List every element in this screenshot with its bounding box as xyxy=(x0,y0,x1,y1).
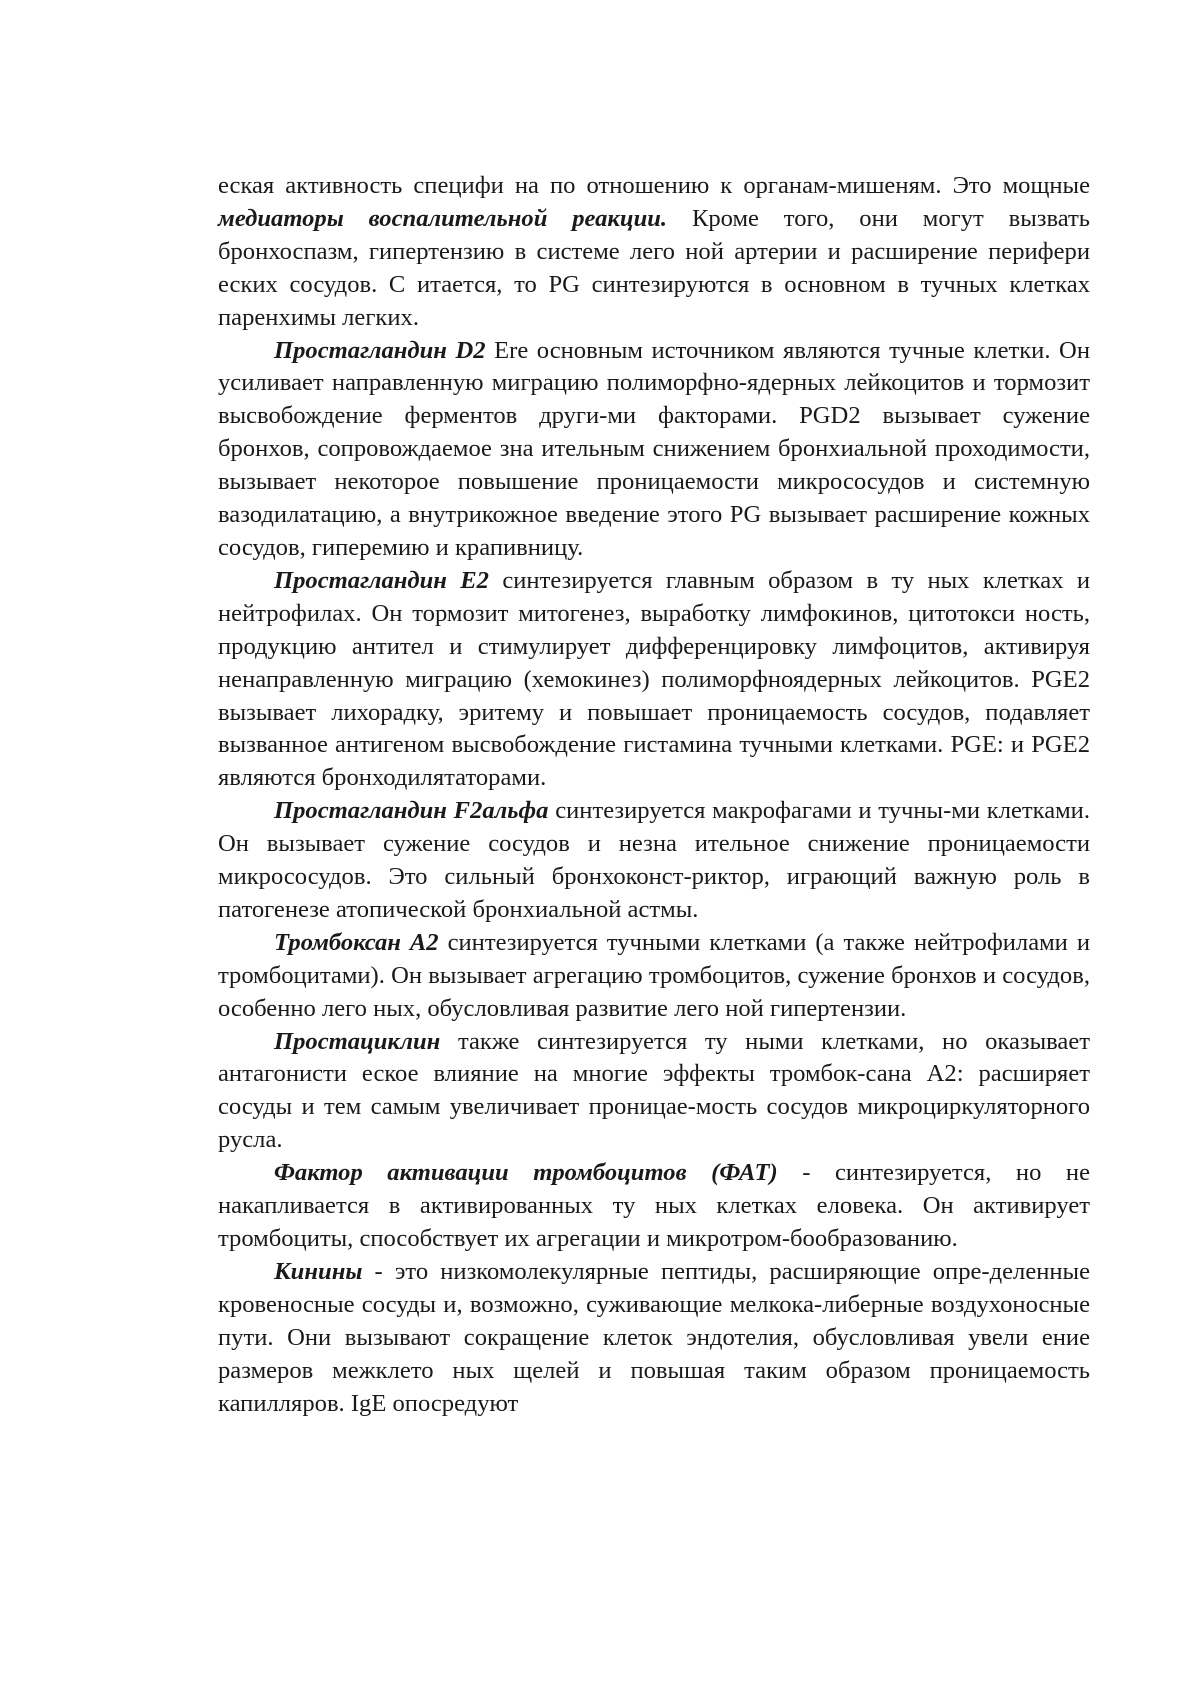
paragraph-emphasis: медиаторы воспалительной реакции. xyxy=(218,204,668,232)
paragraph-term: Простагландин E2 xyxy=(274,566,489,594)
paragraph-term: Кинины xyxy=(274,1257,363,1285)
paragraph-text: синтезируется тучными клетками (а также нейтрофилами и тромбоцитами). Он вызывает агрегацию тромбоцитов, сужение бронхов и сосудов, особенно лего ных, обусловливая развитие лего ной гипертензии. xyxy=(218,928,1090,1022)
paragraph-text: синтезируется главным образом в ту ных клетках и нейтрофилах. Он тормозит митогенез, выработку лимфокинов, цитотокси ность, продукцию антител и стимулирует дифференцировку лимфоцитов, активируя ненаправленную миграцию (хемокинез) полиморфноядерных лейкоцитов. PGE2 вызывает лихорадку, эритему и повышает проницаемость сосудов, подавляет вызванное антигеном высвобождение гистамина тучными клетками. PGE: и PGE2 являются бронходилятаторами. xyxy=(218,566,1090,792)
paragraph-text: Ere основным источником являются тучные клетки. Он усиливает направленную миграцию полиморфно-ядерных лейкоцитов и тормозит высвобождение ферментов други-ми факторами. PGD2 вызывает сужение бронхов, сопровождаемое зна ительным снижением бронхиальной проходимости, вызывает некоторое повышение проницаемости микрососудов и системную вазодилатацию, а внутрикожное введение этого PG вызывает расширение кожных сосудов, гиперемию и крапивницу. xyxy=(218,336,1090,561)
document-page xyxy=(218,170,1090,1420)
paragraph-thromboxane-a2 xyxy=(218,927,1090,1026)
paragraph-kinins xyxy=(218,1256,1090,1421)
paragraph-text: Кроме того, они могут вызвать бронхоспазм, гипертензию в системе лего ной артерии и расширение перифери еских сосудов. С итается, то PG синтезируются в основном в тучных клетках паренхимы легких. xyxy=(218,204,1091,331)
paragraph-term: Простациклин xyxy=(274,1027,441,1055)
paragraph-prostaglandin-f2alpha xyxy=(218,795,1090,927)
paragraph-prostacyclin xyxy=(218,1026,1090,1158)
paragraph-text: синтезируется макрофагами и тучны-ми клетками. Он вызывает сужение сосудов и незна ительное снижение проницаемости микрососудов. Это сильный бронхоконст-риктор, играющий важную роль в патогенезе атопической бронхиальной астмы. xyxy=(218,797,1090,923)
paragraph-term: Фактор активации тромбоцитов (ФАТ) xyxy=(274,1159,778,1187)
paragraph-text: также синтезируется ту ными клетками, но оказывает антагонисти еское влияние на многие эффекты тромбок-сана A2: расширяет сосуды и тем самым увеличивает проницае-мость сосудов микроциркуляторного русла. xyxy=(218,1027,1090,1154)
paragraph-term: Простагландин D2 xyxy=(274,336,486,364)
paragraph-prostaglandin-e2 xyxy=(218,565,1090,795)
paragraph-paf xyxy=(218,1157,1090,1256)
paragraph-text: - это низкомолекулярные пептиды, расширяющие опре-деленные кровеносные сосуды и, возможно, суживающие мелкока-либерные воздухоносные пути. Они вызывают сокращение клеток эндотелия, обусловливая увели ение размеров межклето ных щелей и повышая таким образом проницаемость капилляров. IgE опосредуют xyxy=(218,1257,1090,1417)
paragraph-term: Простагландин F2альфа xyxy=(274,797,549,825)
paragraph-text: - синтезируется, но не накапливается в активированных ту ных клетках еловека. Он активирует тромбоциты, способствует их агрегации и микротром-бообразованию. xyxy=(218,1159,1090,1252)
paragraph-mediators xyxy=(218,170,1090,335)
paragraph-term: Тромбоксан A2 xyxy=(274,928,439,956)
paragraph-prostaglandin-d2 xyxy=(218,335,1090,565)
paragraph-lead-text: еская активность специфи на по отношению к органам-мишеням. Это мощные xyxy=(218,172,1090,199)
